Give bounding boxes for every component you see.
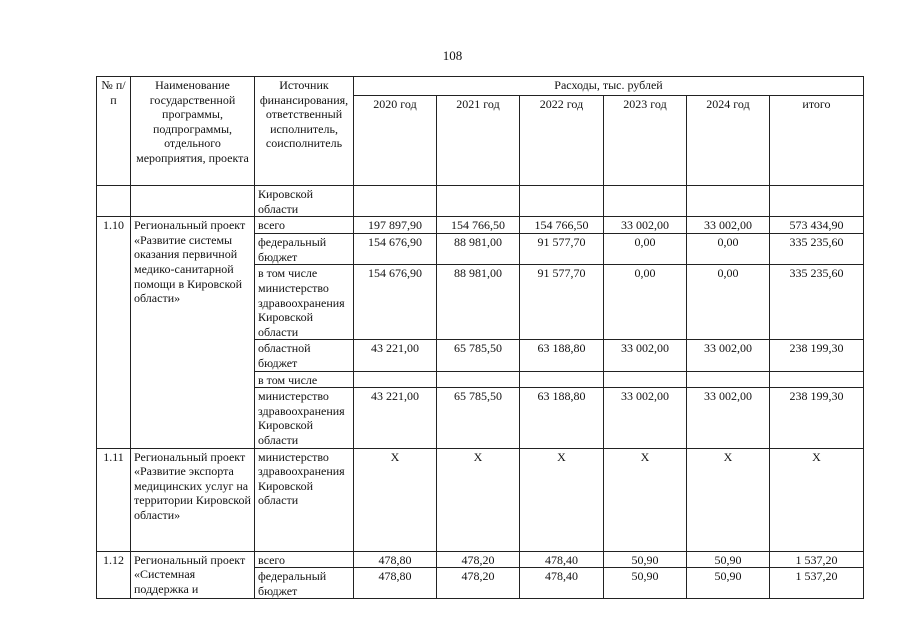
value-cell: 50,90 bbox=[687, 551, 770, 568]
table-row bbox=[97, 186, 864, 217]
value-cell: 63 188,80 bbox=[520, 340, 604, 371]
value-cell: 335 235,60 bbox=[770, 265, 864, 340]
value-cell: 50,90 bbox=[604, 551, 687, 568]
source-cell: министерство здравоохранения Кировской области bbox=[255, 448, 354, 551]
header-expenses: Расходы, тыс. рублей bbox=[354, 77, 864, 96]
source-cell: всего bbox=[255, 551, 354, 568]
source-cell: министерство здравоохранения Кировской области bbox=[255, 388, 354, 448]
source-cell: Кировской области bbox=[255, 186, 354, 217]
value-cell: 33 002,00 bbox=[604, 340, 687, 371]
value-cell: 478,80 bbox=[354, 568, 437, 599]
value-cell: X bbox=[604, 448, 687, 551]
source-cell: всего bbox=[255, 217, 354, 234]
value-cell: 33 002,00 bbox=[687, 340, 770, 371]
value-cell: 478,40 bbox=[520, 551, 604, 568]
header-name: Наименование государственной программы, подпрограммы, отдельного мероприятия, проекта bbox=[131, 77, 255, 186]
row-number: 1.10 bbox=[97, 217, 131, 448]
value-cell: 63 188,80 bbox=[520, 388, 604, 448]
expenses-table bbox=[96, 76, 864, 599]
header-num: № п/п bbox=[97, 77, 131, 186]
value-cell: 1 537,20 bbox=[770, 551, 864, 568]
value-cell: 0,00 bbox=[687, 265, 770, 340]
value-cell: 478,40 bbox=[520, 568, 604, 599]
value-cell: 88 981,00 bbox=[437, 265, 520, 340]
project-name: Региональный проект «Развитие экспорта медицинских услуг на территории Кировской области» bbox=[131, 448, 255, 551]
table-row bbox=[97, 551, 864, 568]
value-cell: 238 199,30 bbox=[770, 340, 864, 371]
value-cell: 33 002,00 bbox=[687, 217, 770, 234]
project-name: Региональный проект «Системная поддержка и bbox=[131, 551, 255, 599]
header-year: 2021 год bbox=[437, 96, 520, 186]
value-cell: X bbox=[437, 448, 520, 551]
header-year: 2023 год bbox=[604, 96, 687, 186]
value-cell: 91 577,70 bbox=[520, 265, 604, 340]
value-cell: 154 766,50 bbox=[520, 217, 604, 234]
value-cell: 0,00 bbox=[604, 234, 687, 265]
value-cell: 43 221,00 bbox=[354, 388, 437, 448]
project-name: Региональный проект «Развитие системы оказания первичной медико-санитарной помощи в Кировской области» bbox=[131, 217, 255, 448]
value-cell: 0,00 bbox=[687, 234, 770, 265]
value-cell: 33 002,00 bbox=[604, 388, 687, 448]
value-cell: X bbox=[354, 448, 437, 551]
value-cell: 88 981,00 bbox=[437, 234, 520, 265]
value-cell: 50,90 bbox=[687, 568, 770, 599]
value-cell: 0,00 bbox=[604, 265, 687, 340]
source-cell: федеральный бюджет bbox=[255, 234, 354, 265]
header-year: 2022 год bbox=[520, 96, 604, 186]
value-cell: 197 897,90 bbox=[354, 217, 437, 234]
value-cell: 335 235,60 bbox=[770, 234, 864, 265]
value-cell: 238 199,30 bbox=[770, 388, 864, 448]
source-cell: в том числе bbox=[255, 371, 354, 388]
header-source: Источник финансирования, ответственный исполнитель, соисполнитель bbox=[255, 77, 354, 186]
value-cell: 154 676,90 bbox=[354, 234, 437, 265]
header-year: 2020 год bbox=[354, 96, 437, 186]
value-cell: 33 002,00 bbox=[687, 388, 770, 448]
row-number: 1.11 bbox=[97, 448, 131, 551]
source-cell: федеральный бюджет bbox=[255, 568, 354, 599]
value-cell: 91 577,70 bbox=[520, 234, 604, 265]
source-cell: областной бюджет bbox=[255, 340, 354, 371]
value-cell: 1 537,20 bbox=[770, 568, 864, 599]
value-cell: 33 002,00 bbox=[604, 217, 687, 234]
value-cell: 50,90 bbox=[604, 568, 687, 599]
page-number: 108 bbox=[442, 48, 463, 63]
value-cell: 65 785,50 bbox=[437, 388, 520, 448]
value-cell: X bbox=[687, 448, 770, 551]
value-cell: X bbox=[520, 448, 604, 551]
value-cell: 573 434,90 bbox=[770, 217, 864, 234]
header-year: 2024 год bbox=[687, 96, 770, 186]
value-cell: 478,20 bbox=[437, 551, 520, 568]
table-row bbox=[97, 217, 864, 234]
value-cell: 478,80 bbox=[354, 551, 437, 568]
table-row bbox=[97, 448, 864, 551]
value-cell: 43 221,00 bbox=[354, 340, 437, 371]
value-cell: 478,20 bbox=[437, 568, 520, 599]
value-cell: 154 766,50 bbox=[437, 217, 520, 234]
value-cell: 65 785,50 bbox=[437, 340, 520, 371]
header-total: итого bbox=[770, 96, 864, 186]
row-number: 1.12 bbox=[97, 551, 131, 599]
value-cell: 154 676,90 bbox=[354, 265, 437, 340]
source-cell: в том числе министерство здравоохранения Кировской области bbox=[255, 265, 354, 340]
value-cell: X bbox=[770, 448, 864, 551]
